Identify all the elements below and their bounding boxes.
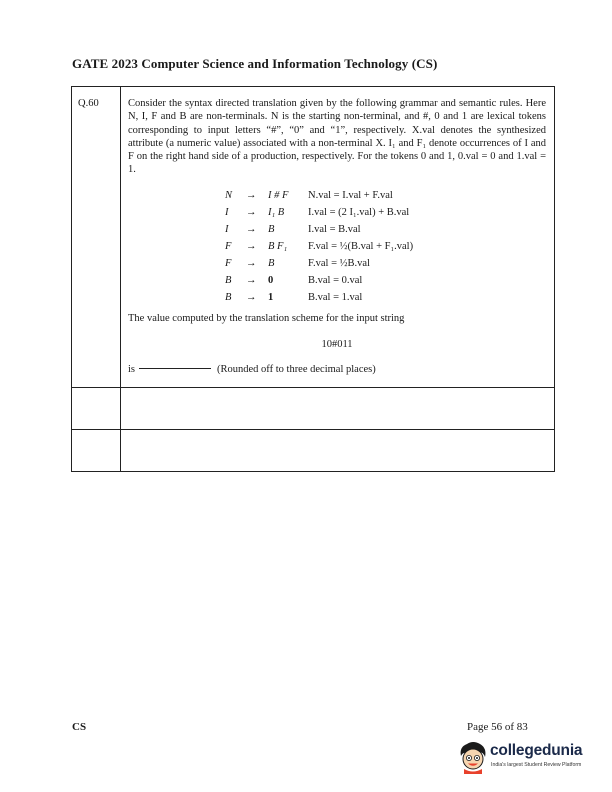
production-arrow: → bbox=[246, 223, 257, 235]
semantic-rule: I.val = (2 I₁.val) + B.val bbox=[308, 206, 410, 218]
semantic-rule: N.val = I.val + F.val bbox=[308, 189, 393, 201]
production-arrow: → bbox=[246, 189, 257, 201]
question-instruction: The value computed by the translation scheme for the input string bbox=[128, 312, 405, 324]
production-arrow: → bbox=[246, 257, 257, 269]
empty-row-1 bbox=[72, 387, 555, 429]
production-lhs: B bbox=[225, 291, 232, 303]
question-number: Q.60 bbox=[72, 87, 121, 388]
question-body bbox=[121, 87, 555, 388]
production-arrow: → bbox=[246, 291, 257, 303]
semantic-rule: F.val = ½(B.val + F₁.val) bbox=[308, 240, 414, 252]
answer-blank[interactable] bbox=[139, 368, 211, 369]
input-string: 10#011 bbox=[321, 339, 353, 351]
production-arrow: → bbox=[246, 274, 257, 286]
production-row bbox=[225, 238, 413, 255]
answer-suffix: (Rounded off to three decimal places) bbox=[217, 364, 376, 376]
empty-cell bbox=[121, 387, 555, 429]
production-lhs: I bbox=[225, 223, 229, 235]
production-rhs: I₁ B bbox=[268, 206, 285, 218]
production-lhs: I bbox=[225, 206, 229, 218]
page-header: GATE 2023 Computer Science and Information Technology (CS) bbox=[72, 56, 438, 71]
empty-cell bbox=[72, 387, 121, 429]
footer-page-number: Page 56 of 83 bbox=[467, 721, 528, 733]
question-paragraph: Consider the syntax directed translation given by the following grammar and semantic rules. Here N, I, F and B are non-terminals. N is the starting non-terminal, and #, 0 and 1 are lexical tokens corresponding to input letters “#”, “0” and “1”, respectively. X.val denotes the synthesized attribute (a numeric value) associated with a non-terminal X. I₁ and F₁ denote occurrences of I and F on the right hand side of a production, respectively. For the tokens 0 and 1, 0.val = 0 and 1.val = 1. bbox=[128, 98, 546, 176]
production-rhs: B F₁ bbox=[268, 240, 288, 252]
semantic-rule: I.val = B.val bbox=[308, 223, 361, 235]
production-row bbox=[225, 187, 413, 204]
production-lhs: B bbox=[225, 274, 232, 286]
answer-line bbox=[128, 363, 546, 376]
answer-prefix: is bbox=[128, 364, 136, 376]
logo-tagline: India's largest Student Review Platform bbox=[491, 762, 582, 768]
production-arrow: → bbox=[246, 240, 257, 252]
production-rhs: 0 bbox=[268, 274, 274, 286]
empty-cell bbox=[72, 429, 121, 471]
semantic-rule: B.val = 1.val bbox=[308, 291, 363, 303]
production-rhs: 1 bbox=[268, 291, 274, 303]
production-rhs: B bbox=[268, 257, 275, 269]
production-lhs: N bbox=[225, 189, 233, 201]
collegedunia-logo bbox=[458, 740, 598, 784]
production-row bbox=[225, 221, 413, 238]
production-lhs: F bbox=[225, 240, 232, 252]
mascot-icon bbox=[458, 740, 488, 774]
production-row bbox=[225, 204, 413, 221]
production-lhs: F bbox=[225, 257, 232, 269]
semantic-rule: B.val = 0.val bbox=[308, 274, 363, 286]
production-rhs: I # F bbox=[268, 189, 289, 201]
production-rhs: B bbox=[268, 223, 275, 235]
footer-subject: CS bbox=[72, 721, 87, 733]
logo-wordmark: collegedunia bbox=[490, 742, 583, 759]
production-arrow: → bbox=[246, 206, 257, 218]
semantic-rule: F.val = ½B.val bbox=[308, 257, 370, 269]
production-row bbox=[225, 272, 413, 289]
production-row bbox=[225, 289, 413, 306]
empty-row-2 bbox=[72, 429, 555, 471]
grammar-productions bbox=[225, 187, 413, 306]
production-row bbox=[225, 255, 413, 272]
empty-cell bbox=[121, 429, 555, 471]
question-table bbox=[71, 86, 555, 472]
question-row bbox=[72, 87, 555, 388]
